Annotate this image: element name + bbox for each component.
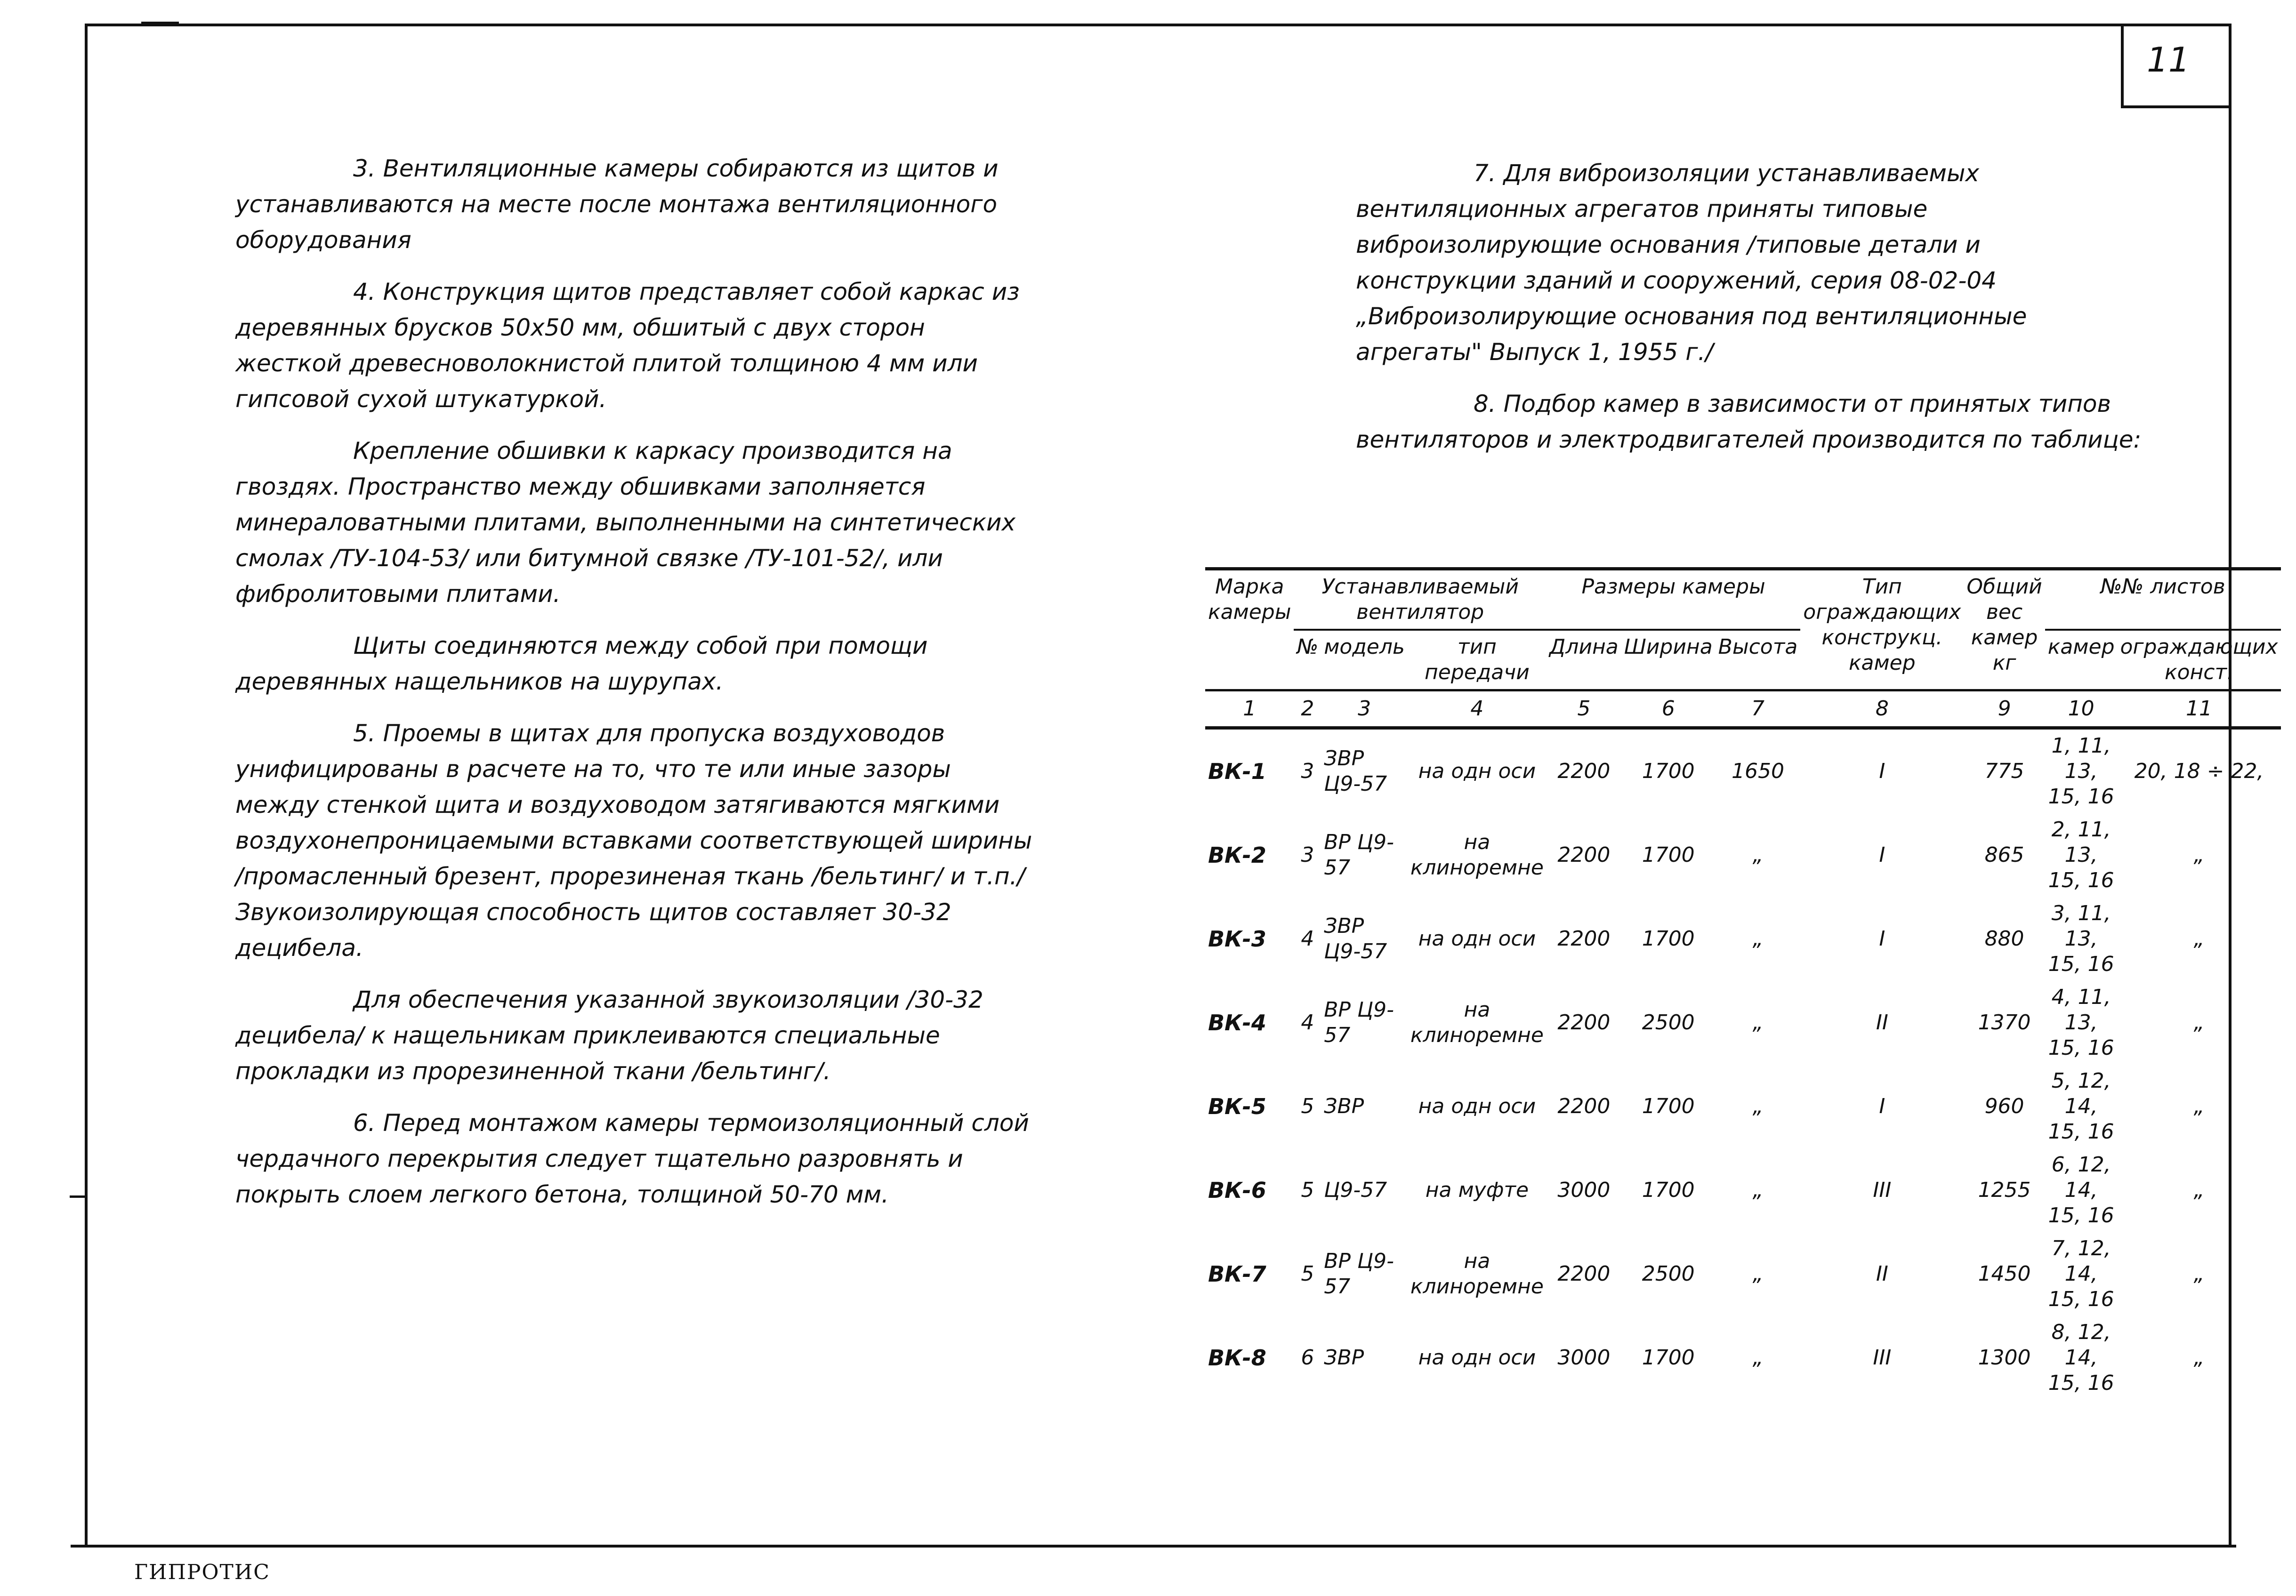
frame-left-line [85,24,88,1546]
cell-width: 1700 [1642,1094,1695,1118]
cell-height: 1650 [1731,759,1784,783]
table-row [1205,1065,2281,1148]
cell-enclosure-type: II [1876,1262,1888,1286]
cell-mark: ВК-6 [1208,1178,1266,1203]
cell-drive: на клиноремне [1410,830,1544,880]
cell-drive: на одн оси [1418,759,1536,783]
cell-height: „ [1752,927,1764,951]
cell-weight: 1450 [1978,1262,2031,1286]
cell-drive: на одн оси [1418,1094,1536,1118]
header-mark: Марка камеры [1205,569,1294,690]
cell-mark: ВК-1 [1208,759,1266,784]
header-sheets-chambers: камер [2047,635,2115,659]
left-text-column [235,151,1036,1228]
cell-sheets: 1, 11, 13, 15, 16 [2048,734,2114,809]
cell-height: „ [1752,1178,1764,1202]
cell-sheets: 7, 12, 14, 15, 16 [2048,1236,2114,1311]
header-sheets-enclosures: ограждающих конст. [2120,635,2278,684]
footer-organization: ГИПРОТИС [134,1560,270,1584]
cell-enclosure-sheets: „ [2193,843,2205,867]
cell-width: 1700 [1642,1346,1695,1370]
cell-enclosure-sheets: „ [2193,1262,2205,1286]
frame-left-tick [70,1195,86,1198]
cell-weight: 1370 [1978,1011,2031,1035]
cell-length: 2200 [1557,843,1611,867]
paragraph-soundproofing: Для обеспечения указанной звукоизоляции /30-32 децибела/ к нащельникам приклеиваются специальные прокладки из прорезиненной ткани /бельтинг/. [235,986,983,1085]
cell-enclosure-type: III [1873,1178,1892,1202]
cell-height: „ [1752,1011,1764,1035]
frame-bottom-line [71,1545,2236,1548]
col-num: 11 [2118,690,2281,728]
cell-enclosure-type: I [1879,759,1885,783]
cell-height: „ [1752,1262,1764,1286]
col-num: 8 [1800,690,1964,728]
cell-drive: на муфте [1425,1178,1529,1202]
paragraph-6: 6. Перед монтажом камеры термоизоляционный слой чердачного перекрытия следует тщательно разровнять и покрыть слоем легкого бетона, толщиной 50-70 мм. [235,1109,1029,1208]
header-fan-model: модель [1324,635,1405,659]
header-length: Длина [1549,635,1619,659]
col-num: 7 [1716,690,1801,728]
cell-enclosure-type: I [1879,1094,1885,1118]
cell-length: 2200 [1557,927,1611,951]
header-drive-type: тип передачи [1425,635,1530,684]
chamber-selection-table [1205,567,2281,1400]
cell-width: 2500 [1642,1262,1695,1286]
cell-sheets: 6, 12, 14, 15, 16 [2048,1153,2114,1227]
cell-width: 2500 [1642,1011,1695,1035]
cell-length: 3000 [1557,1178,1611,1202]
frame-top-tick [141,22,179,24]
cell-sheets: 3, 11, 13, 15, 16 [2048,901,2114,976]
table-row [1205,728,2281,814]
cell-drive: на клиноремне [1410,998,1544,1047]
cell-fan-number: 5 [1301,1262,1314,1286]
page-number: 11 [2147,40,2190,80]
cell-mark: ВК-2 [1208,842,1266,868]
cell-mark: ВК-7 [1208,1261,1266,1287]
cell-mark: ВК-5 [1208,1094,1266,1119]
cell-sheets: 8, 12, 14, 15, 16 [2048,1320,2114,1395]
table-row [1205,813,2281,897]
cell-length: 2200 [1557,1094,1611,1118]
cell-weight: 960 [1984,1094,2024,1118]
right-text-column [1356,155,2147,473]
cell-mark: ВК-8 [1208,1345,1266,1371]
header-sizes: Размеры камеры [1547,569,1800,630]
paragraph-5: 5. Проемы в щитах для пропуска воздуховодов унифицированы в расчете на то, что те или иные зазоры между стенкой щита и воздуховодом затягиваются мягкими воздухонепроницаемыми вставками соответствующей ширины /промасленный брезент, прорезиненая ткань /бельтинг/ и т.п./ Звукоизолирующая способность щитов составляет 30-32 децибела. [235,720,1032,962]
column-number-row [1205,690,2281,728]
cell-enclosure-sheets: „ [2193,927,2205,951]
cell-width: 1700 [1642,927,1695,951]
cell-fan-number: 3 [1301,843,1314,867]
cell-mark: ВК-4 [1208,1010,1266,1035]
cell-weight: 1255 [1978,1178,2031,1202]
table-row [1205,1232,2281,1316]
col-num: 5 [1547,690,1621,728]
cell-fan-number: 5 [1301,1178,1314,1202]
paragraph-panels-joined: Щиты соединяются между собой при помощи деревянных нащельников на шурупах. [235,632,928,695]
header-height: Высота [1718,635,1798,659]
cell-fan-number: 3 [1301,759,1314,783]
cell-fan-number: 4 [1301,1011,1314,1035]
cell-sheets: 4, 11, 13, 15, 16 [2048,985,2114,1060]
col-num: 1 [1205,690,1294,728]
cell-drive: на одн оси [1418,1346,1536,1370]
cell-enclosure-sheets: 20, 18 ÷ 22, [2134,759,2264,783]
cell-enclosure-sheets: „ [2193,1011,2205,1035]
cell-length: 3000 [1557,1346,1611,1370]
cell-weight: 865 [1984,843,2024,867]
cell-mark: ВК-3 [1208,926,1266,952]
cell-enclosure-sheets: „ [2193,1094,2205,1118]
cell-model: ЗВР [1324,1346,1364,1370]
cell-model: ВР Ц9-57 [1324,830,1394,880]
col-num: 3 [1321,690,1408,728]
cell-height: „ [1752,1094,1764,1118]
cell-model: Ц9-57 [1324,1178,1387,1202]
cell-drive: на одн оси [1418,927,1536,951]
col-num: 10 [2045,690,2118,728]
cell-drive: на клиноремне [1410,1249,1544,1299]
cell-sheets: 5, 12, 14, 15, 16 [2048,1069,2114,1144]
table-row [1205,981,2281,1065]
col-num: 6 [1621,690,1716,728]
cell-enclosure-sheets: „ [2193,1178,2205,1202]
paragraph-3: 3. Вентиляционные камеры собираются из щитов и устанавливаются на месте после монтажа вентиляционного оборудования [235,155,999,254]
cell-height: „ [1752,843,1764,867]
paragraph-7: 7. Для виброизоляции устанавливаемых вентиляционных агрегатов приняты типовые виброизолирующие основания /типовые детали и конструкции зданий и сооружений, серия 08-02-04 „Виброизолирующие основания под вентиляционные агрегаты" Выпуск 1, 1955 г./ [1356,160,2027,366]
table-row [1205,1316,2281,1400]
cell-model: ВР Ц9-57 [1324,1249,1394,1299]
header-enclosure-type: Тип ограждающих конструкц. камер [1800,569,1964,690]
header-width: Ширина [1624,635,1713,659]
col-num: 9 [1964,690,2045,728]
col-num: 4 [1408,690,1547,728]
cell-model: ВР Ц9-57 [1324,998,1394,1047]
cell-fan-number: 6 [1301,1346,1314,1370]
cell-enclosure-type: II [1876,1011,1888,1035]
paragraph-8: 8. Подбор камер в зависимости от принятых типов вентиляторов и электродвигателей производится по таблице: [1356,390,2142,453]
cell-model: ЗВР Ц9-57 [1324,914,1387,963]
paragraph-fastening: Крепление обшивки к каркасу производится на гвоздях. Пространство между обшивками заполняется минераловатными плитами, выполненными на синтетических смолах /ТУ-104-53/ или битумной связке /ТУ-101-52/, или фибролитовыми плитами. [235,437,1016,608]
cell-fan-number: 4 [1301,927,1314,951]
frame-top-line [85,24,2232,26]
cell-height: „ [1752,1346,1764,1370]
header-fan-number: № [1297,635,1319,659]
cell-model: ЗВР Ц9-57 [1324,746,1387,796]
cell-enclosure-type: I [1879,927,1885,951]
table-row [1205,897,2281,981]
table-row [1205,1148,2281,1232]
paragraph-4: 4. Конструкция щитов представляет собой каркас из деревянных брусков 50х50 мм, обшитый с двух сторон жесткой древесноволокнистой плитой толщиною 4 мм или гипсовой сухой штукатуркой. [235,278,1020,413]
cell-length: 2200 [1557,759,1611,783]
cell-fan-number: 5 [1301,1094,1314,1118]
cell-weight: 1300 [1978,1346,2031,1370]
header-weight: Общий вес камер кг [1964,569,2045,690]
cell-weight: 880 [1984,927,2024,951]
cell-weight: 775 [1984,759,2024,783]
header-sheets: №№ листов [2045,569,2281,630]
cell-enclosure-type: III [1873,1346,1892,1370]
cell-width: 1700 [1642,843,1695,867]
cell-length: 2200 [1557,1262,1611,1286]
cell-enclosure-sheets: „ [2193,1346,2205,1370]
cell-model: ЗВР [1324,1094,1364,1118]
cell-width: 1700 [1642,759,1695,783]
cell-width: 1700 [1642,1178,1695,1202]
cell-sheets: 2, 11, 13, 15, 16 [2048,818,2114,892]
cell-enclosure-type: I [1879,843,1885,867]
cell-length: 2200 [1557,1011,1611,1035]
col-num: 2 [1294,690,1321,728]
header-fan: Устанавливаемый вентилятор [1294,569,1546,630]
